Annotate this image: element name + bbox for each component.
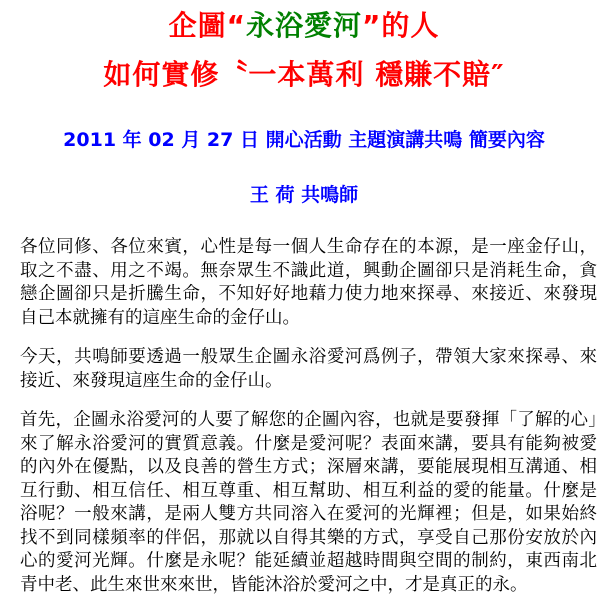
main-title-prefix: 企圖“ [168,9,246,42]
paragraph-1: 各位同修、各位來賓，心性是每一個人生命存在的本源，是一座金仔山，取之不盡、用之不竭。無奈眾生不識此道，興動企圖卻只是消耗生命，貪戀企圖卻只是折騰生命，不知好好地藉力使力地來探尋、來接近、來發現自己本就擁有的這座生命的金仔山。 [20,237,597,328]
main-title-highlight: 永浴愛河 [245,9,362,42]
paragraph-3: 首先，企圖永浴愛河的人要了解您的企圖內容，也就是要發揮「了解的心」來了解永浴愛河的實質意義。什麼是愛河呢？表面來講，要具有能夠被愛的內外在優點，以及良善的營生方式；深層來講，要能展現相互溝通、相互行動、相互信任、相互尊重、相互幫助、相互利益的愛的能量。什麼是浴呢？一般來講，是兩人雙方共同溶入在愛河的光輝裡；但是，如果始終找不到同樣頻率的伴侶，那就以自得其樂的方式，享受自己那份安放於內心的愛河光輝。什麼是永呢？能延續並超越時間與空間的制約，東西南北青中老、此生來世來來世，皆能沐浴於愛河之中，才是真正的永。 [20,410,597,595]
sub-title: 如何實修〝一本萬利 穩賺不賠″ [103,58,505,91]
event-date-line: 2011 年 02 月 27 日 開心活動 主題演講共鳴 簡要內容 [63,129,545,151]
body-content [20,236,597,597]
document-page [0,8,608,595]
main-title [0,8,608,44]
paragraph-2: 今天，共鳴師要透過一般眾生企圖永浴愛河爲例子，帶領大家來探尋、來接近、來發現這座生命的金仔山。 [20,347,597,391]
main-title-suffix: ”的人 [362,9,440,42]
speaker-line: 王 荷 共鳴師 [249,184,359,206]
